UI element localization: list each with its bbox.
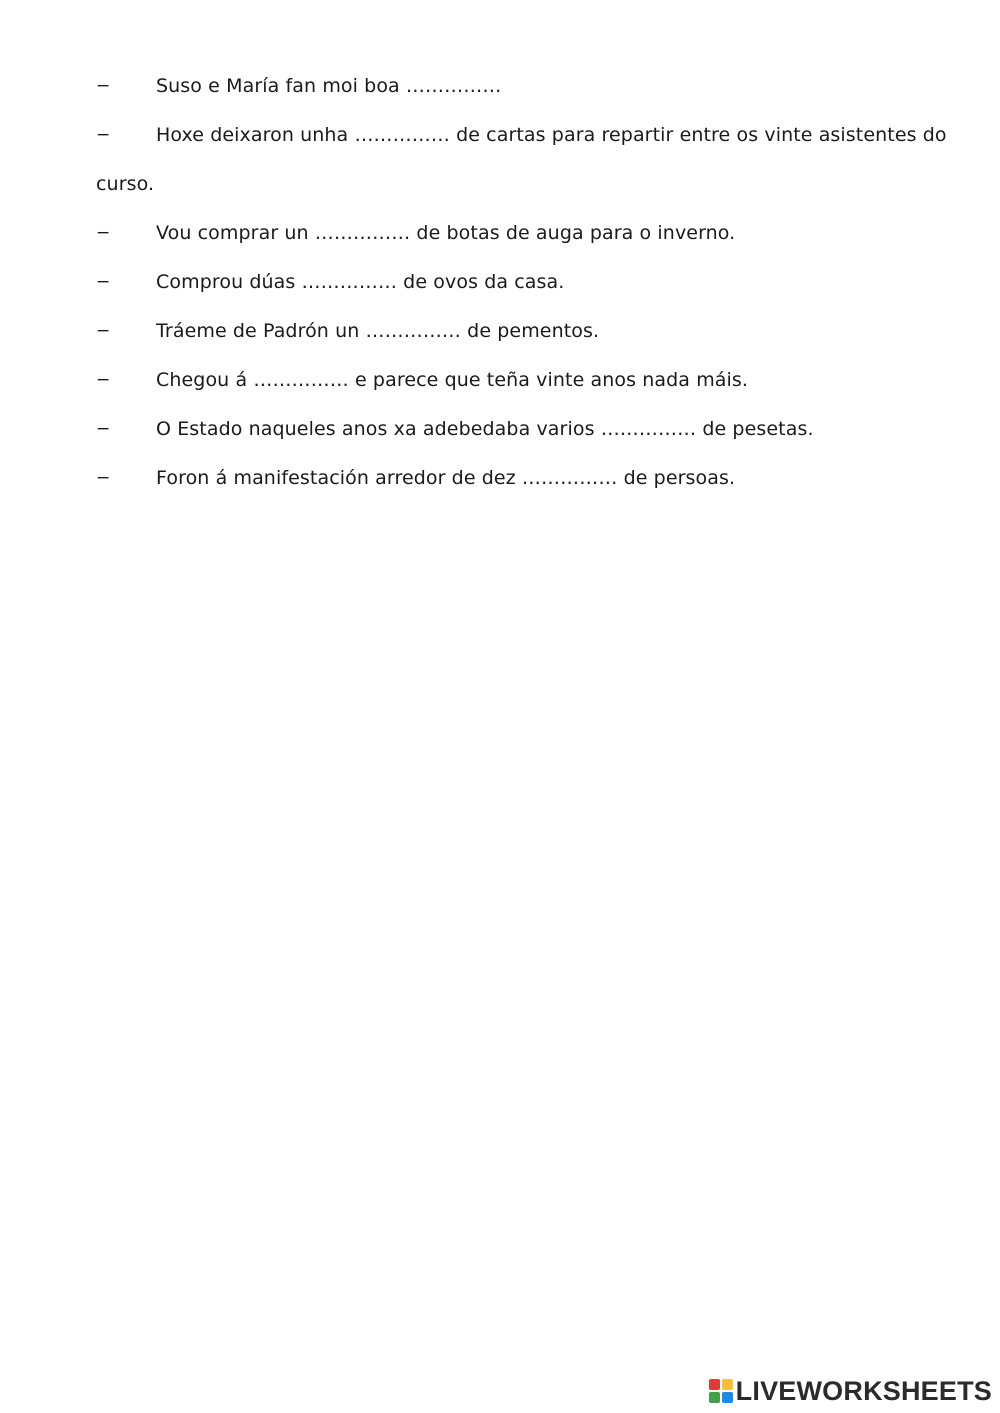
- exercise-sentence: Vou comprar un …………… de botas de auga para o inverno.: [156, 222, 736, 244]
- logo-text: LIVEWORKSHEETS: [735, 1375, 992, 1406]
- exercise-item: [96, 405, 956, 454]
- dash-bullet: −: [96, 419, 111, 439]
- dash-bullet: −: [96, 370, 111, 390]
- liveworksheets-logo[interactable]: [709, 1373, 992, 1409]
- dash-bullet: −: [96, 125, 111, 145]
- exercise-sentence: Hoxe deixaron unha …………… de cartas para repartir entre os vinte asistentes do: [156, 124, 947, 146]
- exercise-item: [96, 258, 956, 307]
- exercise-item: [96, 62, 956, 111]
- dash-bullet: −: [96, 272, 111, 292]
- liveworksheets-logo-icon: [709, 1379, 733, 1403]
- exercise-sentence: Chegou á …………… e parece que teña vinte anos nada máis.: [156, 369, 749, 391]
- exercise-sentence: O Estado naqueles anos xa adebedaba varios …………… de pesetas.: [156, 418, 814, 440]
- dash-bullet: −: [96, 76, 111, 96]
- dash-bullet: −: [96, 468, 111, 488]
- exercise-sentence: Tráeme de Padrón un …………… de pementos.: [156, 320, 600, 342]
- dash-bullet: −: [96, 223, 111, 243]
- exercise-item: [96, 209, 956, 258]
- exercise-item: [96, 111, 956, 209]
- exercise-sentence: Comprou dúas …………… de ovos da casa.: [156, 271, 565, 293]
- exercise-sentence: Foron á manifestación arredor de dez …………… de persoas.: [156, 467, 736, 489]
- exercise-sentence-continuation: curso.: [96, 173, 155, 195]
- exercise-item: [96, 454, 956, 503]
- exercise-sentence: Suso e María fan moi boa ……………: [156, 75, 502, 97]
- exercise-item: [96, 307, 956, 356]
- exercise-list: [96, 62, 956, 503]
- exercise-item: [96, 356, 956, 405]
- dash-bullet: −: [96, 321, 111, 341]
